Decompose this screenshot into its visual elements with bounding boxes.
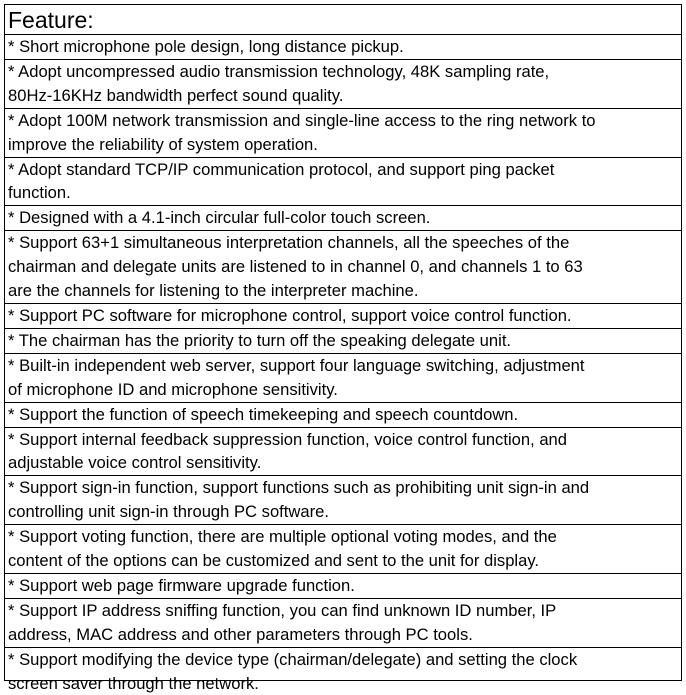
feature-text-line: adjustable voice control sensitivity. [8, 453, 262, 473]
feature-text-line: * Adopt uncompressed audio transmission technology, 48K sampling rate, [8, 61, 550, 81]
feature-text-line: * The chairman has the priority to turn off the speaking delegate unit. [8, 330, 512, 350]
feature-row [5, 354, 681, 403]
feature-text-line: screen saver through the network. [8, 673, 259, 693]
feature-row [5, 574, 681, 599]
feature-text-line: function. [8, 183, 71, 203]
feature-table [4, 4, 682, 693]
feature-title: Feature: [5, 5, 681, 35]
feature-text-line: address, MAC address and other parameters through PC tools. [8, 624, 473, 644]
feature-text-line: controlling unit sign-in through PC software. [8, 502, 329, 522]
feature-text-line: chairman and delegate units are listened to in channel 0, and channels 1 to 63 [8, 257, 583, 277]
feature-row [5, 35, 681, 60]
feature-text-line: * Built-in independent web server, support four language switching, adjustment [8, 355, 585, 375]
feature-text-line: * Adopt 100M network transmission and single-line access to the ring network to [8, 110, 596, 130]
feature-row [5, 206, 681, 231]
feature-row [5, 158, 681, 207]
feature-text-line: * Support internal feedback suppression function, voice control function, and [8, 429, 568, 449]
feature-text-line: * Designed with a 4.1-inch circular full-color touch screen. [8, 208, 431, 228]
feature-row [5, 60, 681, 109]
feature-text-line: 80Hz-16KHz bandwidth perfect sound quality. [8, 85, 344, 105]
feature-row [5, 329, 681, 354]
feature-row [5, 476, 681, 525]
feature-text-line: * Support sign-in function, support functions such as prohibiting unit sign-in and [8, 478, 590, 498]
feature-text-line: * Support voting function, there are multiple optional voting modes, and the [8, 527, 557, 547]
feature-text-line: * Support 63+1 simultaneous interpretation channels, all the speeches of the [8, 233, 570, 253]
feature-text-line: * Support IP address sniffing function, you can find unknown ID number, IP [8, 600, 557, 620]
feature-text-line: * Adopt standard TCP/IP communication protocol, and support ping packet [8, 159, 555, 179]
feature-text-line: are the channels for listening to the interpreter machine. [8, 281, 419, 301]
feature-text-line: * Short microphone pole design, long distance pickup. [8, 37, 404, 56]
feature-text-line: * Support modifying the device type (chairman/delegate) and setting the clock [8, 649, 578, 669]
feature-row [5, 599, 681, 648]
feature-row [5, 428, 681, 477]
feature-row [5, 109, 681, 158]
feature-text-line: * Support web page firmware upgrade function. [8, 575, 355, 595]
feature-list [5, 35, 681, 695]
feature-row [5, 648, 681, 695]
feature-row [5, 525, 681, 574]
feature-row [5, 403, 681, 428]
feature-text-line: * Support PC software for microphone control, support voice control function. [8, 305, 572, 325]
feature-text-line: content of the options can be customized and sent to the unit for display. [8, 551, 540, 571]
feature-text-line: improve the reliability of system operation. [8, 134, 318, 154]
feature-text-line: * Support the function of speech timekeeping and speech countdown. [8, 404, 519, 424]
feature-text-line: of microphone ID and microphone sensitivity. [8, 379, 338, 399]
feature-row [5, 304, 681, 329]
feature-row [5, 231, 681, 304]
